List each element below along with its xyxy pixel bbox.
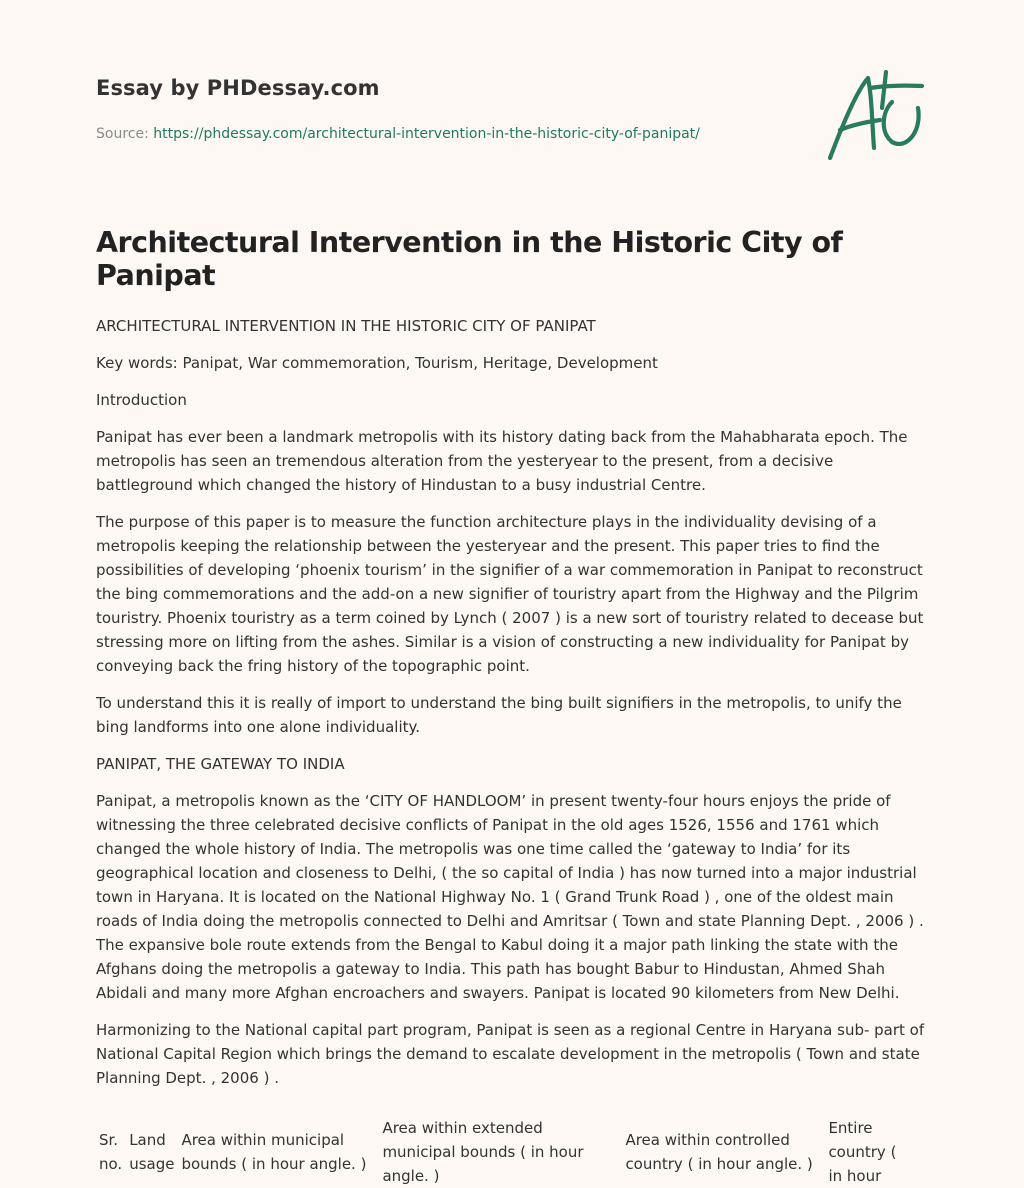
keywords-line: Key words: Panipat, War commemoration, Tourism, Heritage, Development xyxy=(96,354,658,372)
source-label: Source: xyxy=(96,126,154,142)
article-body xyxy=(96,226,930,1188)
section-heading-gateway: PANIPAT, THE GATEWAY TO INDIA xyxy=(96,755,345,773)
paragraph: Harmonizing to the National capital part program, Panipat is seen as a regional Centre in Haryana sub- part of National Capital Region which brings the demand to escalate development in the metropolis ( Town and state Planning Dept. , 2006 ) . xyxy=(96,1021,925,1087)
table-header-cell: Entire country ( in hour xyxy=(828,1119,897,1185)
table-header-cell: Area within municipal bounds ( in hour angle. ) xyxy=(181,1131,367,1173)
paragraph: To understand this it is really of import to understand the bing built signifiers in the metropolis, to unify the bing landforms into one alone individuality. xyxy=(96,694,902,736)
table-header-cell: Sr. no. xyxy=(99,1131,123,1173)
land-use-table xyxy=(96,1116,916,1188)
source-link[interactable]: https://phdessay.com/architectural-intervention-in-the-historic-city-of-panipat/ xyxy=(153,126,700,142)
table-header-cell: Land usage xyxy=(129,1131,175,1173)
a-plus-logo-icon xyxy=(822,68,926,164)
paragraph: Panipat, a metropolis known as the ‘CITY OF HANDLOOM’ in present twenty-four hours enjoys the pride of witnessing the three celebrated decisive conflicts of Panipat in the old ages 1526, 1556 and 1761 which changed the whole history of India. The metropolis was one time called the ‘gateway to India’ for its geographical location and closeness to Delhi, ( the so capital of India ) has now turned into a major industrial town in Haryana. It is located on the National Highway No. 1 ( Grand Trunk Road ) , one of the oldest main roads of India doing the metropolis connected to Delhi and Amritsar ( Town and state Planning Dept. , 2006 ) . The expansive bole route extends from the Bengal to Kabul doing it a major path linking the state with the Afghans doing the metropolis a gateway to India. This path has bought Babur to Hindustan, Ahmed Shah Abidali and many more Afghan encroachers and swayers. Panipat is located 90 kilometers from New Delhi. xyxy=(96,792,924,1002)
essay-header xyxy=(96,76,926,142)
source-line xyxy=(96,126,926,142)
section-heading-introduction: Introduction xyxy=(96,391,187,409)
table-header-cell: Area within controlled country ( in hour angle. ) xyxy=(625,1131,813,1173)
table-header-cell: Area within extended municipal bounds ( in hour angle. ) xyxy=(382,1119,584,1185)
paragraph: The purpose of this paper is to measure the function architecture plays in the individuality devising of a metropolis keeping the relationship between the yesteryear and the present. This paper tries to find the possibilities of developing ‘phoenix tourism’ in the signifier of a war commemoration in Panipat to reconstruct the bing commemorations and the add-on a new signifier of touristry apart from the Highway and the Pilgrim touristry. Phoenix touristry as a term coined by Lynch ( 2007 ) is a new sort of touristry related to decease but stressing more on lifting from the ashes. Similar is a vision of constructing a new individuality for Panipat by conveying back the fring history of the topographic point. xyxy=(96,513,924,675)
paragraph: Panipat has ever been a landmark metropolis with its history dating back from the Mahabharata epoch. The metropolis has seen an tremendous alteration from the yesteryear to the present, from a decisive battleground which changed the history of Hindustan to a busy industrial Centre. xyxy=(96,428,908,494)
subtitle-caps: ARCHITECTURAL INTERVENTION IN THE HISTORIC CITY OF PANIPAT xyxy=(96,317,596,335)
brand-title: Essay by PHDessay.com xyxy=(96,76,380,100)
article-title: Architectural Intervention in the Historic City of Panipat xyxy=(96,226,843,292)
table-header-row xyxy=(96,1116,916,1188)
